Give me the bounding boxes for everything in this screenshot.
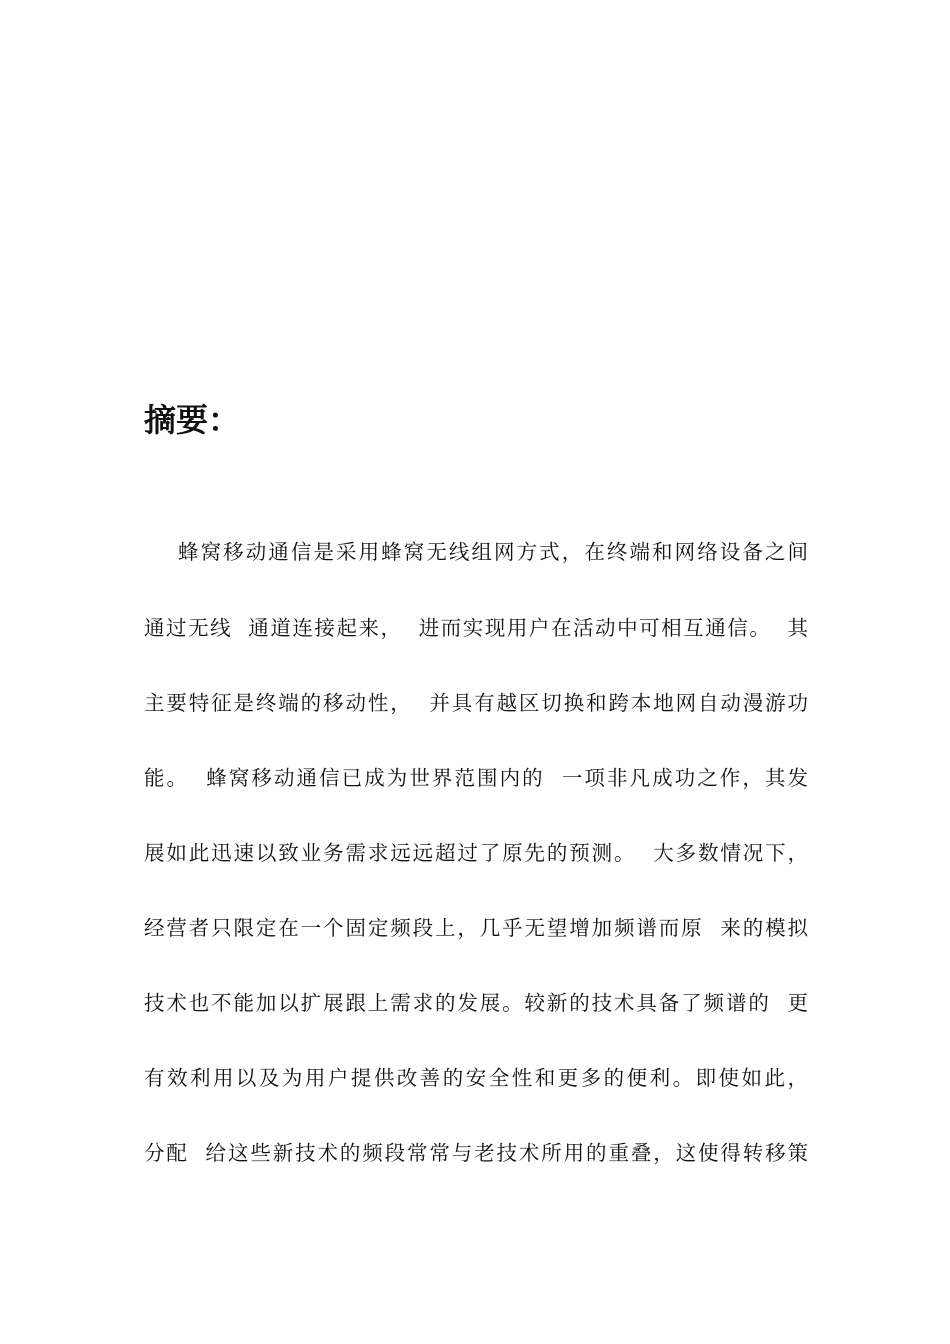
paragraph-line-4: 能。 蜂窝移动通信已成为世界范围内的 一项非凡成功之作，其发 (144, 766, 808, 790)
paragraph-line-3: 主要特征是终端的移动性， 并具有越区切换和跨本地网自动漫游功 (144, 691, 808, 715)
paragraph-line-2: 通过无线 通道连接起来， 进而实现用户在活动中可相互通信。 其 (144, 616, 808, 640)
paragraph-line-9: 分配 给这些新技术的频段常常与老技术所用的重叠，这使得转移策 (144, 1141, 808, 1165)
abstract-heading: 摘要： (144, 401, 241, 439)
paragraph-line-6: 经营者只限定在一个固定频段上，几乎无望增加频谱而原 来的模拟 (144, 916, 808, 940)
paragraph-line-5: 展如此迅速以致业务需求远远超过了原先的预测。 大多数情况下， (144, 841, 808, 865)
paragraph-line-8: 有效利用以及为用户提供改善的安全性和更多的便利。即使如此， (144, 1066, 808, 1090)
paragraph-line-7: 技术也不能加以扩展跟上需求的发展。较新的技术具备了频谱的 更 (144, 991, 808, 1015)
paragraph-line-1: 蜂窝移动通信是采用蜂窝无线组网方式，在终端和网络设备之间 (178, 540, 808, 564)
